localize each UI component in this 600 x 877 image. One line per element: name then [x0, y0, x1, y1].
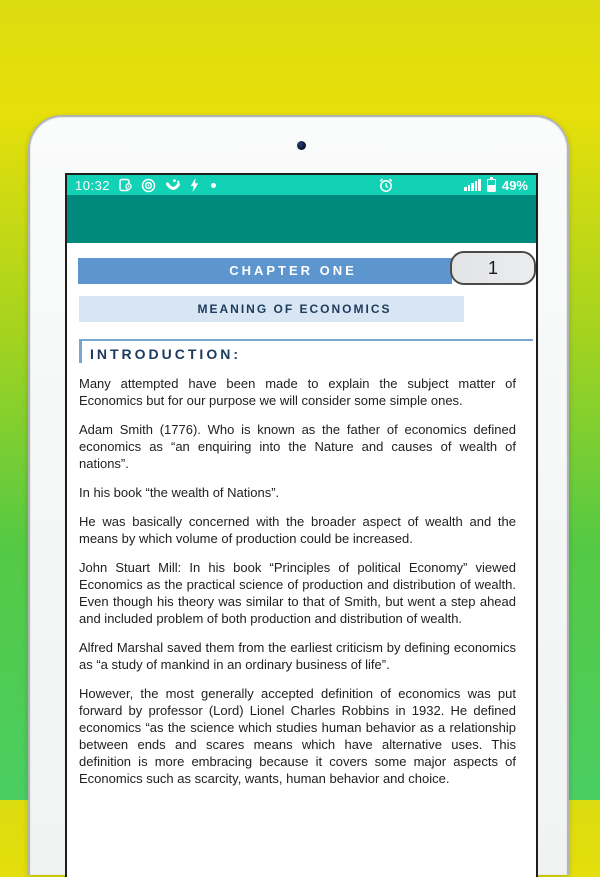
alarm-icon [378, 177, 394, 193]
clock-time: 10:32 [75, 177, 111, 193]
app-header-bar [67, 195, 536, 243]
paragraph: Adam Smith (1776). Who is known as the father of economics defined economics as “an enquiring into the Nature and causes of wealth of nations”. [79, 422, 516, 471]
paragraph: He was basically concerned with the broader aspect of wealth and the means by which volume of production could be increased. [79, 514, 516, 546]
document-page[interactable] [67, 243, 536, 877]
chapter-header-row [79, 249, 516, 287]
status-bar [67, 175, 536, 195]
tablet-screen [65, 173, 538, 877]
chapter-heading: CHAPTER ONE [78, 258, 452, 284]
status-bar-right [378, 177, 528, 193]
paragraph: In his book “the wealth of Nations”. [79, 485, 280, 500]
gesture-icon [165, 178, 181, 192]
paragraph: John Stuart Mill: In his book “Principles of political Economy” viewed Economics as the practical science of production and distribution of wealth. Even though his theory was similar to that of Smith, but went a step ahead and included problem of both production and distribution of wealth. [79, 560, 516, 626]
page-number: 1 [487, 257, 498, 278]
hotspot-icon [141, 178, 156, 193]
tablet-device [28, 115, 569, 875]
paragraph: Alfred Marshal saved them from the earliest criticism by defining economics as “a study of mankind in an ordinary business of life”. [79, 640, 516, 672]
status-bar-left [75, 178, 216, 193]
battery-icon [487, 179, 496, 192]
section-title: MEANING OF ECONOMICS [79, 296, 464, 322]
screenshot-icon [119, 178, 132, 192]
signal-strength-icon [464, 179, 481, 191]
front-camera-icon [297, 141, 306, 150]
intro-heading: INTRODUCTION: [90, 346, 241, 362]
page-number-tab [450, 251, 536, 285]
battery-percent: 49% [501, 177, 528, 193]
paragraph: However, the most generally accepted definition of economics was put forward by professor (Lord) Lionel Charles Robbins in 1932. He defined economics “as the science which studies human behavior as a relationship between ends and scares means which have alternative uses. This definition is more embracing because it covers some major aspects of Economics such as scarcity, wants, human behavior and choice. [79, 686, 516, 786]
notification-dot-icon [211, 183, 216, 188]
intro-heading-box [79, 339, 533, 363]
charging-icon [190, 178, 199, 192]
paragraph: Many attempted have been made to explain the subject matter of Economics but for our purpose we will consider some simple ones. [79, 376, 516, 408]
